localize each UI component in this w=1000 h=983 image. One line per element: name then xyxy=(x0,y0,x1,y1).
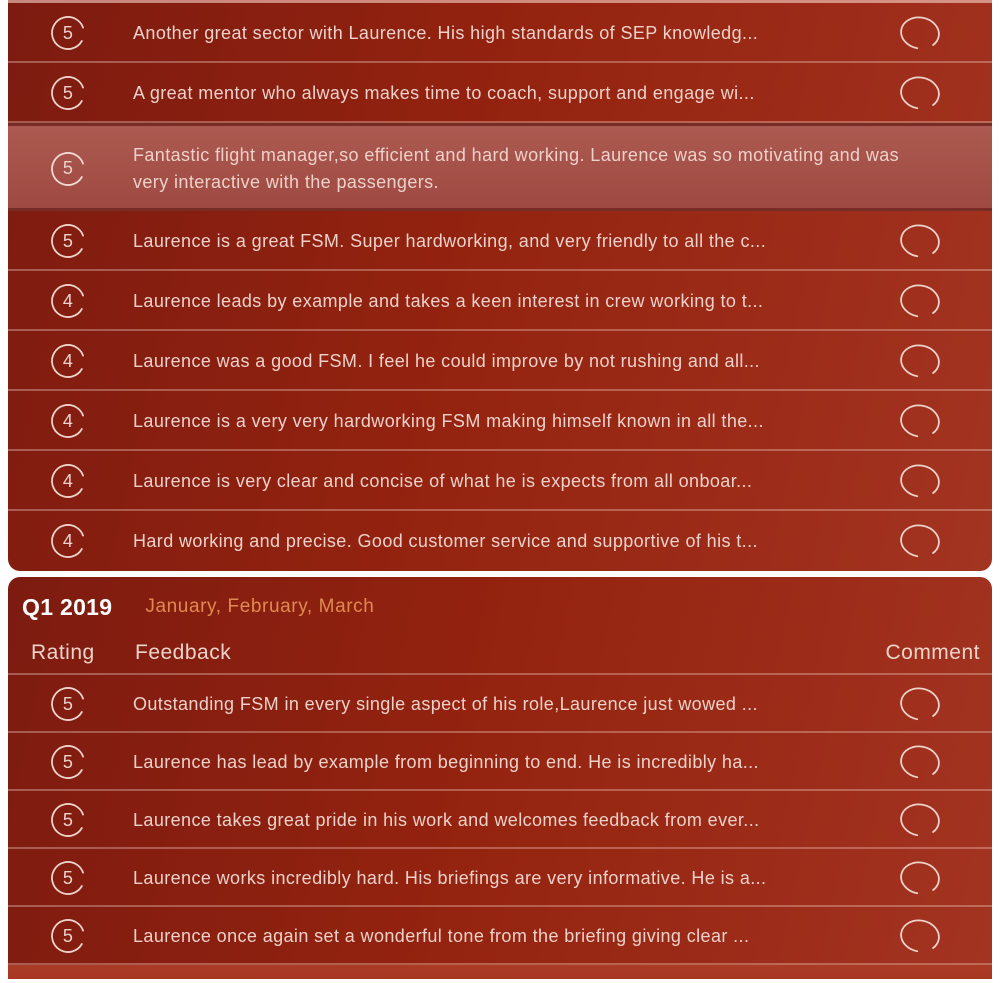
rating-cell xyxy=(8,221,120,261)
rating-column-header: Rating xyxy=(31,641,95,664)
rating-cell xyxy=(8,916,120,956)
rating-value: 5 xyxy=(62,82,74,103)
comment-icon[interactable] xyxy=(900,855,940,901)
rating-circle-icon xyxy=(48,281,88,321)
comment-cell xyxy=(847,855,992,901)
feedback-text: A great mentor who always makes time to coach, support and engage wi... xyxy=(133,82,755,103)
rating-cell xyxy=(8,742,120,782)
quarter-title: Q1 2019 xyxy=(22,593,113,620)
comment-cell xyxy=(847,10,992,56)
comment-icon[interactable] xyxy=(900,338,940,384)
comment-cell xyxy=(847,70,992,116)
comment-cell xyxy=(847,739,992,785)
rating-value: 5 xyxy=(62,22,74,43)
feedback-text: Hard working and precise. Good customer service and supportive of his t... xyxy=(133,530,758,551)
rating-cell xyxy=(8,341,120,381)
rating-circle-icon xyxy=(48,401,88,441)
rating-circle-icon xyxy=(48,858,88,898)
comment-icon[interactable] xyxy=(900,681,940,727)
rating-cell xyxy=(8,13,120,53)
rating-cell xyxy=(8,281,120,321)
feedback-row[interactable] xyxy=(8,331,992,391)
comment-cell xyxy=(847,913,992,959)
feedback-row[interactable] xyxy=(8,391,992,451)
feedback-row[interactable] xyxy=(8,511,992,571)
feedback-row[interactable] xyxy=(8,211,992,271)
comment-icon[interactable] xyxy=(900,458,940,504)
rating-value: 5 xyxy=(62,867,74,888)
feedback-row[interactable] xyxy=(8,675,992,733)
feedback-row[interactable] xyxy=(8,3,992,63)
previous-quarter-card xyxy=(8,0,992,571)
feedback-row[interactable] xyxy=(8,271,992,331)
comment-cell xyxy=(847,218,992,264)
comment-icon[interactable] xyxy=(900,518,940,564)
feedback-text: Laurence is a great FSM. Super hardworking, and very friendly to all the c... xyxy=(133,230,767,251)
rating-value: 4 xyxy=(62,290,74,311)
rating-circle-icon xyxy=(48,916,88,956)
rating-circle-icon xyxy=(48,461,88,501)
rating-value: 4 xyxy=(62,350,74,371)
comment-icon[interactable] xyxy=(900,398,940,444)
rating-cell xyxy=(8,800,120,840)
rating-value: 5 xyxy=(62,158,74,178)
feedback-row[interactable] xyxy=(8,849,992,907)
rating-cell xyxy=(8,684,120,724)
rating-circle-icon xyxy=(48,73,88,113)
feedback-text: Laurence has lead by example from beginning to end. He is incredibly ha... xyxy=(133,751,759,772)
comment-cell xyxy=(847,797,992,843)
rating-cell xyxy=(8,149,120,189)
comment-icon[interactable] xyxy=(900,278,940,324)
rating-value: 5 xyxy=(62,230,74,251)
feedback-text: Fantastic flight manager,so efficient and hard working. Laurence was so motivating and was very interactive with the passengers. xyxy=(133,144,900,192)
feedback-row-expanded[interactable] xyxy=(8,123,992,211)
rating-value: 4 xyxy=(62,530,74,551)
feedback-row[interactable] xyxy=(8,451,992,511)
comment-cell xyxy=(847,398,992,444)
feedback-text: Outstanding FSM in every single aspect of his role,Laurence just wowed ... xyxy=(133,693,758,714)
comment-cell xyxy=(847,518,992,564)
feedback-row[interactable] xyxy=(8,63,992,123)
comment-column-header: Comment xyxy=(885,641,980,664)
feedback-text: Laurence was a good FSM. I feel he could improve by not rushing and all... xyxy=(133,350,760,371)
rating-cell xyxy=(8,858,120,898)
feedback-text: Laurence takes great pride in his work and welcomes feedback from ever... xyxy=(133,809,760,830)
comment-cell xyxy=(847,681,992,727)
comment-icon[interactable] xyxy=(900,70,940,116)
comment-icon[interactable] xyxy=(900,218,940,264)
rating-circle-icon xyxy=(48,521,88,561)
feedback-text: Laurence is a very very hardworking FSM making himself known in all the... xyxy=(133,410,764,431)
rating-value: 5 xyxy=(62,809,74,830)
comment-cell xyxy=(847,338,992,384)
rating-value: 5 xyxy=(62,751,74,772)
column-headers xyxy=(8,631,992,675)
feedback-column-header: Feedback xyxy=(135,641,232,664)
comment-icon[interactable] xyxy=(900,797,940,843)
comment-icon[interactable] xyxy=(900,10,940,56)
rating-cell xyxy=(8,73,120,113)
rating-circle-icon xyxy=(48,684,88,724)
next-row-partial xyxy=(8,965,992,979)
rating-value: 5 xyxy=(62,693,74,714)
rating-value: 5 xyxy=(62,925,74,946)
rating-circle-icon xyxy=(48,742,88,782)
feedback-row[interactable] xyxy=(8,791,992,849)
comment-cell xyxy=(847,278,992,324)
months-label: January, February, March xyxy=(145,596,375,617)
feedback-text: Laurence leads by example and takes a keen interest in crew working to t... xyxy=(133,290,764,311)
feedback-row[interactable] xyxy=(8,733,992,791)
rating-cell xyxy=(8,521,120,561)
comment-icon[interactable] xyxy=(900,739,940,785)
rating-cell xyxy=(8,401,120,441)
rating-value: 4 xyxy=(62,470,74,491)
section-header xyxy=(8,577,992,631)
rating-circle-icon xyxy=(48,149,88,189)
feedback-text: Laurence is very clear and concise of what he is expects from all onboar... xyxy=(133,470,753,491)
comment-icon[interactable] xyxy=(900,913,940,959)
feedback-row[interactable] xyxy=(8,907,992,965)
rating-circle-icon xyxy=(48,800,88,840)
rating-value: 4 xyxy=(62,410,74,431)
rating-circle-icon xyxy=(48,341,88,381)
feedback-text: Another great sector with Laurence. His high standards of SEP knowledg... xyxy=(133,22,759,43)
rating-cell xyxy=(8,461,120,501)
rating-circle-icon xyxy=(48,221,88,261)
comment-cell xyxy=(847,458,992,504)
q1-2019-card xyxy=(8,577,992,979)
feedback-text: Laurence once again set a wonderful tone from the briefing giving clear ... xyxy=(133,925,750,946)
feedback-text: Laurence works incredibly hard. His briefings are very informative. He is a... xyxy=(133,867,767,888)
rating-circle-icon xyxy=(48,13,88,53)
